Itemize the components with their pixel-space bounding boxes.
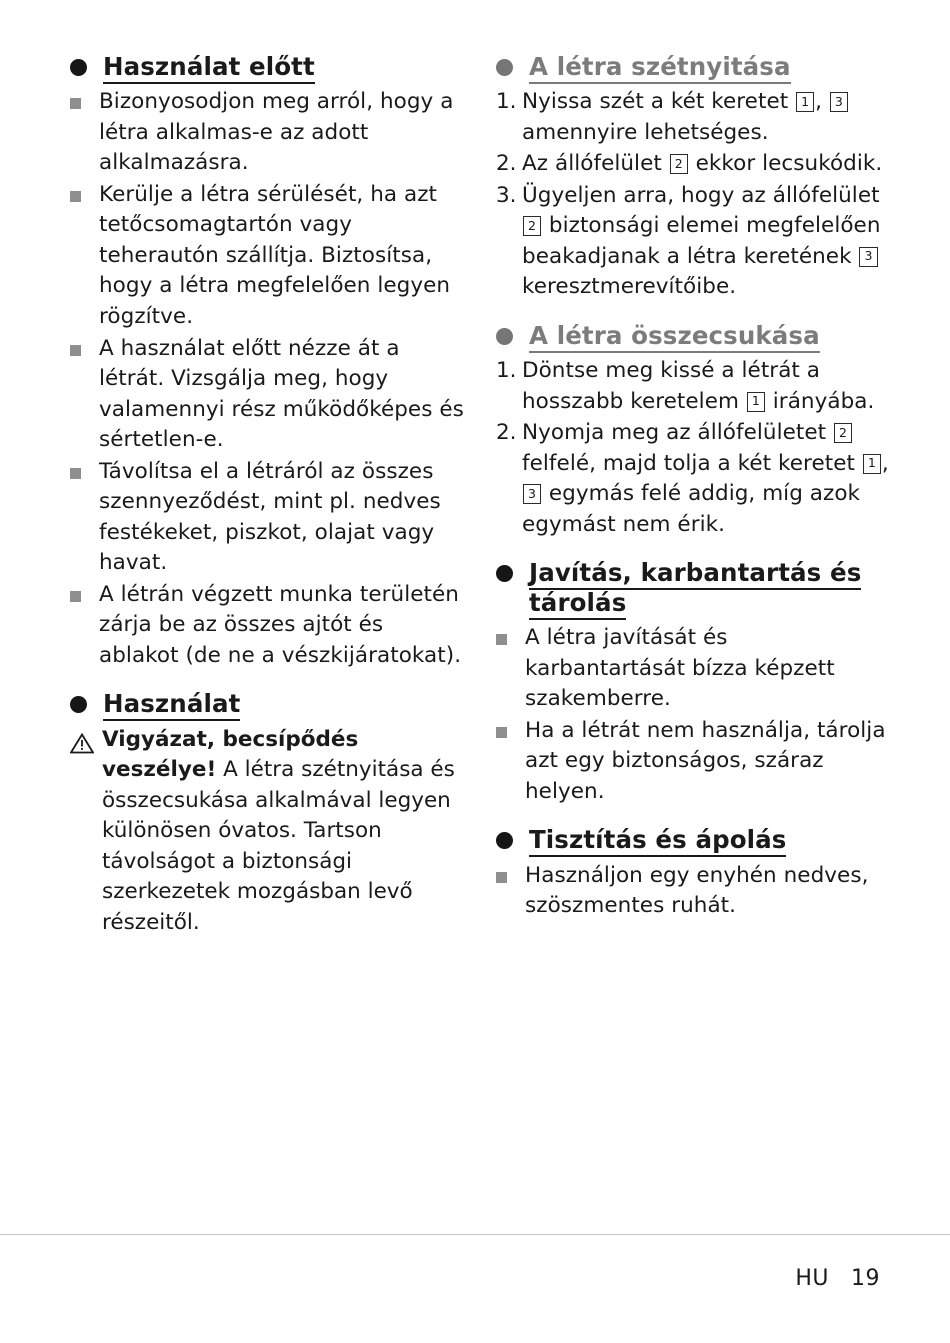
square-bullet-icon (496, 634, 507, 645)
step-number: 2. (496, 151, 517, 177)
bullet-dot-icon (496, 832, 513, 849)
list-item (496, 149, 890, 180)
left-column (70, 52, 464, 940)
part-reference-badge: 2 (670, 154, 688, 174)
square-bullet-icon (70, 468, 81, 479)
list-item (70, 334, 464, 456)
step-text: Nyissa szét a két keretet 1 , 3 amennyire lehetséges. (522, 87, 890, 148)
square-bullet-icon (496, 727, 507, 738)
page-footer (795, 1266, 880, 1291)
list-item (70, 580, 464, 672)
section-hasznalat (70, 689, 464, 938)
section-heading-row (496, 825, 890, 854)
list-item (496, 87, 890, 148)
part-reference-badge: 1 (747, 392, 765, 412)
section-title: Javítás, karbantartás és tárolás (529, 558, 861, 619)
list-item (496, 356, 890, 417)
list-tisztitas-es-apolas (496, 861, 890, 922)
list-item-text: Kerülje a létra sérülését, ha azt tetőcsomagtartón vagy teherautón szállítja. Biztosítsa, hogy a létra megfelelően legyen rögzítve. (99, 181, 451, 329)
square-bullet-icon (70, 345, 81, 356)
bullet-dot-icon (70, 59, 87, 76)
part-reference-badge: 1 (796, 92, 814, 112)
step-number: 1. (496, 358, 517, 384)
section-hasznalat-elott (70, 52, 464, 671)
part-reference-badge: 2 (834, 423, 852, 443)
warning-block (70, 725, 464, 939)
list-item-text: A használat előtt nézze át a létrát. Vizsgálja meg, hogy valamennyi rész működőképes és sértetlen-e. (99, 335, 464, 453)
section-letra-szetnyitasa (496, 52, 890, 303)
footer-divider (0, 1234, 950, 1235)
section-heading-row (496, 558, 890, 617)
list-item (70, 180, 464, 333)
steps-letra-szetnyitasa (496, 87, 890, 303)
list-item-text: Ha a létrát nem használja, tárolja azt egy biztonságos, száraz helyen. (525, 717, 886, 804)
list-item-text: A létrán végzett munka területén zárja be az összes ajtót és ablakot (de ne a vészkijáratokat). (99, 581, 462, 668)
section-heading-row (70, 689, 464, 718)
bullet-dot-icon (70, 696, 87, 713)
bullet-dot-icon (496, 328, 513, 345)
square-bullet-icon (70, 98, 81, 109)
part-reference-badge: 3 (830, 92, 848, 112)
list-item-text: A létra javítását és karbantartását bízza képzett szakemberre. (525, 625, 835, 712)
section-title: A létra összecsukása (529, 321, 820, 353)
list-item (496, 623, 890, 715)
list-item (496, 716, 890, 808)
list-item-text: Használjon egy enyhén nedves, szöszmentes ruhát. (525, 862, 869, 919)
list-item (496, 418, 890, 540)
warning-triangle-icon (70, 733, 94, 758)
list-item-text: Bizonyosodjon meg arról, hogy a létra alkalmas-e az adott alkalmazásra. (99, 89, 454, 176)
page-columns (70, 52, 890, 940)
list-item (70, 87, 464, 179)
step-number: 2. (496, 420, 517, 446)
steps-letra-osszecsukasa (496, 356, 890, 540)
footer-language-code: HU (795, 1266, 829, 1291)
section-heading-row (70, 52, 464, 81)
section-heading-row (496, 52, 890, 81)
section-heading-row (496, 321, 890, 350)
step-text: Az állófelület 2 ekkor lecsukódik. (522, 151, 883, 177)
warning-body: A létra szétnyitása és összecsukása alkalmával legyen különösen óvatos. Tartson távolságot a biztonsági szerkezetek mozgásban levő részeitől. (102, 757, 455, 935)
list-item (496, 181, 890, 303)
step-text: Ügyeljen arra, hogy az állófelület 2 biztonsági elemei megfelelően beakadjanak a létra keretének 3 keresztmerevítőibe. (522, 182, 881, 300)
warning-text (102, 725, 464, 939)
part-reference-badge: 3 (523, 484, 541, 504)
part-reference-badge: 2 (523, 216, 541, 236)
part-reference-badge: 1 (863, 454, 881, 474)
section-letra-osszecsukasa (496, 321, 890, 540)
warning-lead: Vigyázat, becsípődés veszélye! (102, 726, 359, 783)
footer-page-number: 19 (851, 1266, 880, 1291)
part-reference-badge: 3 (859, 247, 877, 267)
list-item (496, 861, 890, 922)
section-javitas-karbantartas (496, 558, 890, 807)
list-item-text: Távolítsa el a létráról az összes szennyeződést, mint pl. nedves festékeket, piszkot, olajat vagy havat. (99, 458, 441, 576)
step-text: Döntse meg kissé a létrát a hosszabb keretelem 1 irányába. (522, 358, 875, 414)
section-tisztitas-es-apolas (496, 825, 890, 921)
list-javitas-karbantartas (496, 623, 890, 807)
step-number: 1. (496, 89, 517, 115)
square-bullet-icon (496, 872, 507, 883)
bullet-dot-icon (496, 565, 513, 582)
section-title: Használat (103, 689, 240, 721)
square-bullet-icon (70, 191, 81, 202)
right-column (496, 52, 890, 940)
step-number: 3. (496, 182, 517, 208)
step-text: Nyomja meg az állófelületet 2 felfelé, majd tolja a két keretet 1 , 3 egymás felé addig, míg azok egymást nem érik. (522, 420, 889, 537)
section-title: Használat előtt (103, 52, 315, 84)
square-bullet-icon (70, 591, 81, 602)
section-title: Tisztítás és ápolás (529, 825, 786, 857)
list-hasznalat-elott (70, 87, 464, 671)
bullet-dot-icon (496, 59, 513, 76)
section-title: A létra szétnyitása (529, 52, 791, 84)
list-item (70, 457, 464, 579)
